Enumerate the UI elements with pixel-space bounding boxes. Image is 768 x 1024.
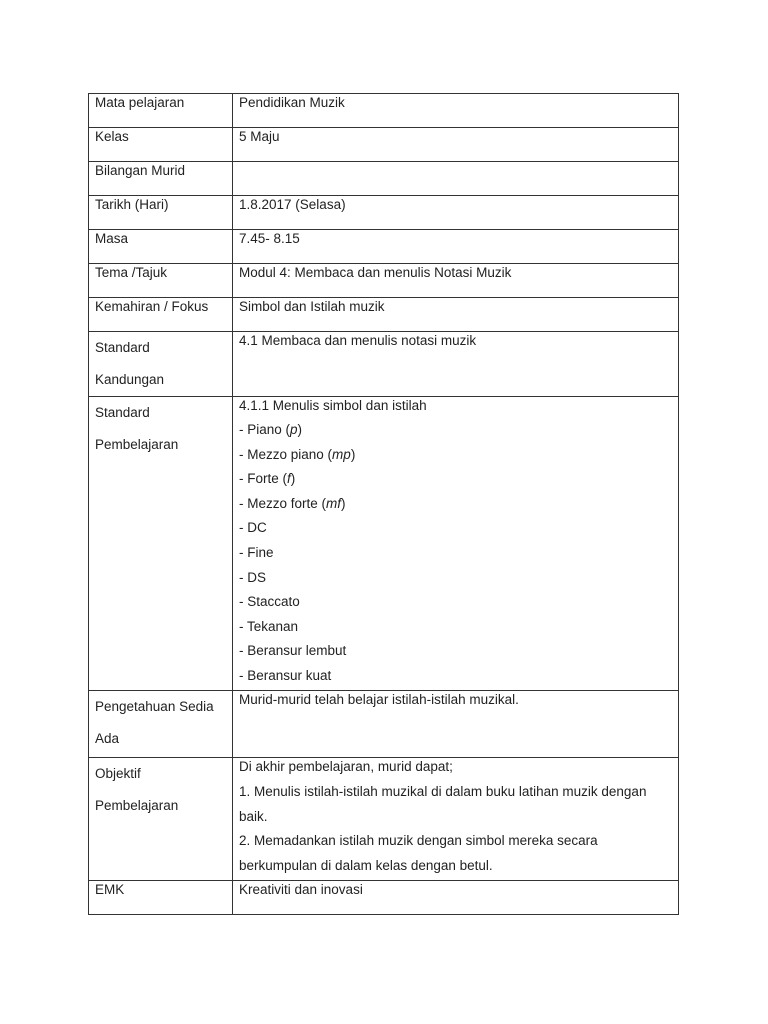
- sp-item: [239, 541, 672, 566]
- sp-item-text: ): [350, 446, 356, 462]
- value-mata-pelajaran: Pendidikan Muzik: [233, 94, 679, 128]
- sp-item-text: - Beransur kuat: [239, 667, 332, 683]
- label-mata-pelajaran: Mata pelajaran: [89, 94, 233, 128]
- label-kemahiran: Kemahiran / Fokus: [89, 298, 233, 332]
- label-tarikh: Tarikh (Hari): [89, 196, 233, 230]
- label-bilangan-murid: Bilangan Murid: [89, 162, 233, 196]
- label-line: Standard: [95, 405, 150, 420]
- obj-intro: Di akhir pembelajaran, murid dapat;: [239, 759, 453, 774]
- sp-item: [239, 492, 672, 517]
- sp-item: [239, 639, 672, 664]
- sp-item: [239, 418, 672, 443]
- label-objektif: [89, 758, 233, 881]
- sp-item: [239, 615, 672, 640]
- label-standard-pembelajaran: [89, 397, 233, 691]
- sp-item-text: - Piano (: [239, 422, 291, 437]
- label-emk: EMK: [89, 881, 233, 915]
- label-line: Pembelajaran: [95, 798, 179, 813]
- sp-item-text: - Mezzo piano (: [239, 446, 333, 462]
- label-line: Objektif: [95, 766, 141, 781]
- sp-item-text: - DC: [239, 520, 267, 536]
- row-tarikh: [89, 196, 679, 230]
- row-masa: [89, 230, 679, 264]
- obj-line: 1. Menulis istilah-istilah muzikal di dalam buku latihan muzik dengan: [239, 784, 647, 799]
- music-symbol: mf: [326, 495, 342, 511]
- row-kemahiran: [89, 298, 679, 332]
- row-pengetahuan: [89, 691, 679, 758]
- sp-item: [239, 516, 672, 541]
- sp-item-text: - Tekanan: [239, 618, 299, 634]
- sp-item-text: - Forte (: [239, 471, 288, 487]
- label-masa: Masa: [89, 230, 233, 264]
- obj-line: berkumpulan di dalam kelas dengan betul.: [239, 857, 493, 873]
- music-symbol: p: [290, 422, 298, 437]
- lesson-plan-table: [88, 93, 679, 915]
- sp-item-text: ): [341, 495, 346, 511]
- value-tarikh: 1.8.2017 (Selasa): [233, 196, 679, 230]
- sp-item: [239, 443, 672, 468]
- value-standard-pembelajaran: [233, 397, 679, 691]
- row-bilangan-murid: [89, 162, 679, 196]
- obj-line: 2. Memadankan istilah muzik dengan simbol mereka secara: [239, 833, 598, 849]
- label-standard-kandungan: [89, 332, 233, 397]
- value-objektif: [233, 758, 679, 881]
- sp-item-text: - Mezzo forte (: [239, 495, 327, 511]
- sp-item-text: ): [290, 471, 296, 487]
- label-tema-tajuk: Tema /Tajuk: [89, 264, 233, 298]
- music-symbol: mp: [332, 446, 351, 462]
- sp-item-text: - Fine: [239, 544, 274, 560]
- value-standard-kandungan: 4.1 Membaca dan menulis notasi muzik: [233, 332, 679, 397]
- sp-item-text: - Beransur lembut: [239, 643, 347, 659]
- row-kelas: [89, 128, 679, 162]
- label-pengetahuan: [89, 691, 233, 758]
- sp-item: [239, 566, 672, 591]
- value-emk: Kreativiti dan inovasi: [233, 881, 679, 915]
- label-line: Standard: [95, 340, 150, 355]
- sp-item: [239, 590, 672, 615]
- value-tema-tajuk: Modul 4: Membaca dan menulis Notasi Muzik: [233, 264, 679, 298]
- value-bilangan-murid: [233, 162, 679, 196]
- sp-item-text: - DS: [239, 569, 266, 585]
- obj-line: baik.: [239, 808, 268, 824]
- value-pengetahuan: Murid-murid telah belajar istilah-istilah muzikal.: [233, 691, 679, 758]
- label-line: Kandungan: [95, 372, 165, 387]
- sp-item-text: - Staccato: [239, 594, 300, 610]
- music-symbol: f: [287, 471, 291, 487]
- value-kemahiran: Simbol dan Istilah muzik: [233, 298, 679, 332]
- sp-item: [239, 467, 672, 492]
- label-line: Pembelajaran: [95, 437, 179, 452]
- row-tema-tajuk: [89, 264, 679, 298]
- sp-item-list: [239, 418, 672, 689]
- sp-item: [239, 664, 672, 689]
- row-standard-kandungan: [89, 332, 679, 397]
- label-kelas: Kelas: [89, 128, 233, 162]
- row-mata-pelajaran: [89, 94, 679, 128]
- label-line: Pengetahuan Sedia: [95, 699, 214, 714]
- value-kelas: 5 Maju: [233, 128, 679, 162]
- value-masa: 7.45- 8.15: [233, 230, 679, 264]
- label-line: Ada: [95, 731, 120, 746]
- row-objektif: [89, 758, 679, 881]
- row-emk: [89, 881, 679, 915]
- row-standard-pembelajaran: [89, 397, 679, 691]
- sp-heading: 4.1.1 Menulis simbol dan istilah: [239, 398, 427, 413]
- sp-item-text: ): [297, 422, 303, 437]
